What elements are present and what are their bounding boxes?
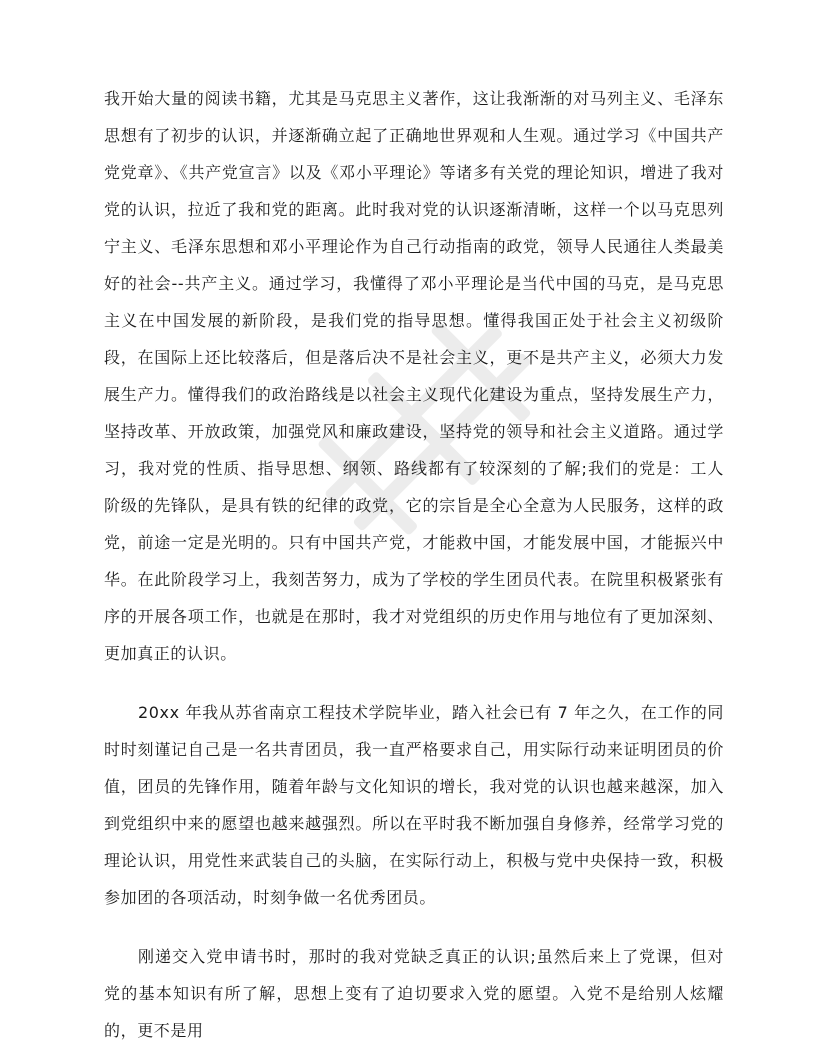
paragraph-1: 我开始大量的阅读书籍，尤其是马克思主义著作，这让我渐渐的对马列主义、毛泽东思想有了初步的认识，并逐渐确立起了正确地世界观和人生观。通过学习《中国共产党党章》、《共产党宣言》以及《邓小平理论》等诸多有关党的理论知识，增进了我对党的认识，拉近了我和党的距离。此时我对党的认识逐渐清晰，这样一个以马克思列宁主义、毛泽东思想和邓小平理论作为自己行动指南的政党，领导人民通往人类最美好的社会--共产主义。通过学习，我懂得了邓小平理论是当代中国的马克，是马克思主义在中国发展的新阶段，是我们党的指导思想。懂得我国正处于社会主义初级阶段，在国际上还比较落后，但是落后决不是社会主义，更不是共产主义，必须大力发展生产力。懂得我们的政治路线是以社会主义现代化建设为重点，坚持发展生产力，坚持改革、开放政策，加强党风和廉政建设，坚持党的领导和社会主义道路。通过学习，我对党的性质、指导思想、纲领、路线都有了较深刻的了解;我们的党是：工人阶级的先锋队，是具有铁的纪律的政党，它的宗旨是全心全意为人民服务，这样的政党，前途一定是光明的。只有中国共产党，才能救中国，才能发展中国，才能振兴中华。在此阶段学习上，我刻苦努力，成为了学校的学生团员代表。在院里积极紧张有序的开展各项工作，也就是在那时，我才对党组织的历史作用与地位有了更加深刻、更加真正的认识。 [104,89,724,663]
paragraph-2: 20xx 年我从苏省南京工程技术学院毕业，踏入社会已有 7 年之久，在工作的同时时刻谨记自己是一名共青团员，我一直严格要求自己，用实际行动来证明团员的价值，团员的先锋作用，随着年龄与文化知识的增长，我对党的认识也越来越深，加入到党组织中来的愿望也越来越强烈。所以在平时我不断加强自身修养，经常学习党的理论认识，用党性来武装自己的头脑，在实际行动上，积极与党中央保持一致，积极参加团的各项活动，时刻争做一名优秀团员。 [104,703,724,907]
document-body [104,80,724,1049]
paragraph-3: 刚递交入党申请书时，那时的我对党缺乏真正的认识;虽然后来上了党课，但对党的基本知识有所了解，思想上变有了迫切要求入党的愿望。入党不是给别人炫耀的，更不是用 [104,947,724,1040]
